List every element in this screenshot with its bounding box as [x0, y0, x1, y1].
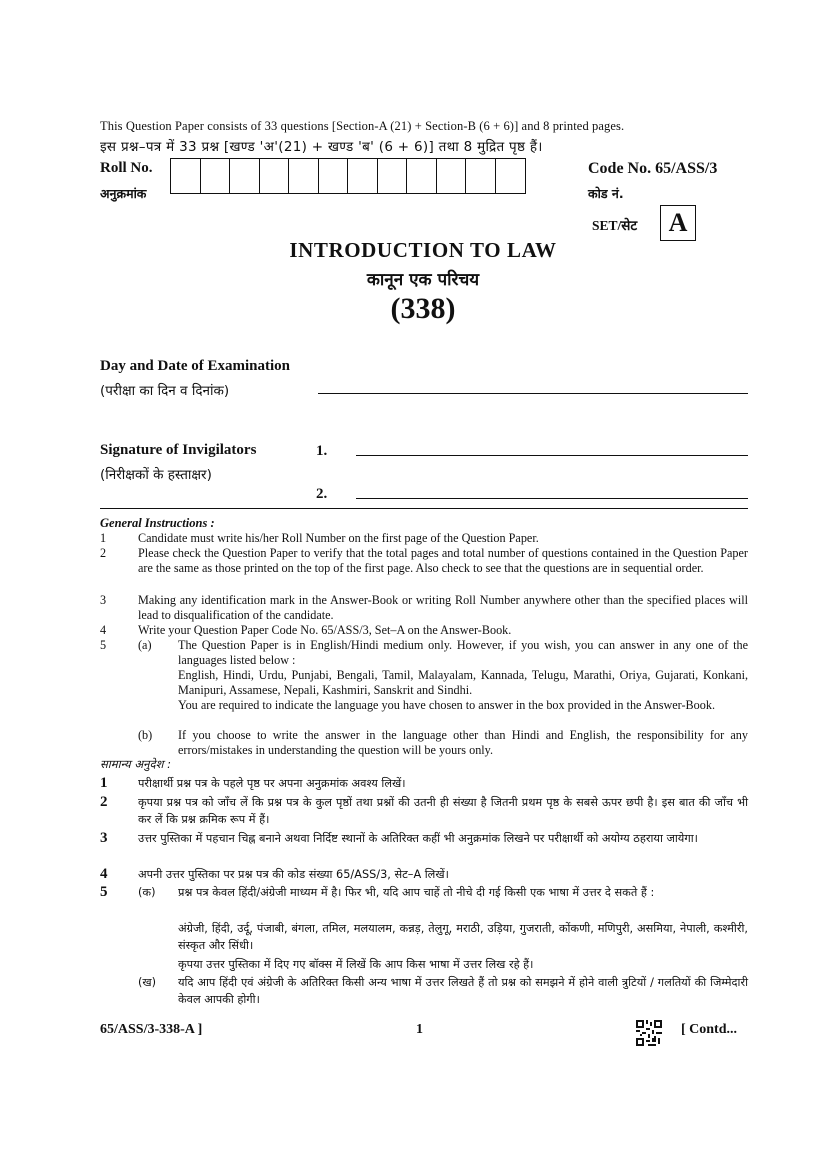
instruction-item [100, 866, 748, 883]
roll-digit-box[interactable] [260, 159, 290, 193]
instruction-item [100, 794, 748, 828]
instruction-item [100, 775, 748, 792]
instruction-item [100, 623, 748, 638]
instruction-item [178, 698, 748, 713]
instruction-number: 5 [100, 638, 107, 652]
instruction-text: उत्तर पुस्तिका में पहचान चिह्न बनाने अथवा निर्दिष्ट स्थानों के अतिरिक्त कहीं भी अनुक्रमांक लिखने पर परीक्षार्थी को अयोग्य ठहराया जायेगा। [138, 832, 698, 845]
page-number: 1 [416, 1022, 423, 1037]
invigilator-1-number: 1. [316, 443, 328, 459]
instruction-text: Making any identification mark in the Answer-Book or writing Roll Number anywhere other than the specified places will lead to disqualification of the candidate. [138, 593, 748, 622]
roll-digit-box[interactable] [466, 159, 496, 193]
instruction-text: English, Hindi, Urdu, Punjabi, Bengali, Tamil, Malayalam, Kannada, Telugu, Marathi, Oriya, Gujarati, Konkani, Manipuri, Assamese, Nepali, Kashmiri, Sanskrit and Sindhi. [178, 668, 748, 697]
invigilator-1-line[interactable] [356, 455, 748, 456]
instruction-number: 3 [100, 593, 107, 607]
roll-digit-box[interactable] [496, 159, 526, 193]
general-instructions-list [100, 516, 748, 756]
continued-label: [ Contd... [681, 1022, 738, 1037]
instruction-number: 2 [100, 794, 108, 810]
instruction-item [178, 956, 748, 973]
instruction-item [178, 668, 748, 698]
invigilator-2-number: 2. [316, 486, 328, 502]
instruction-subpoint: (b) [138, 728, 153, 742]
instruction-item [100, 830, 748, 847]
instruction-text: कृपया प्रश्न पत्र को जाँच लें कि प्रश्न पत्र के कुल पृष्ठों तथा प्रश्नों की उतनी ही संख्या है जितनी प्रथम पृष्ठ के सबसे ऊपर छपी है। इस बात की जाँच भी कर लें कि प्रश्न क्रमिक रूप में हैं। [138, 796, 748, 826]
instruction-text: कृपया उत्तर पुस्तिका में दिए गए बॉक्स में लिखें कि आप किस भाषा में उत्तर लिख रहे हैं। [178, 958, 534, 971]
instruction-item [138, 974, 748, 1008]
instruction-number: 4 [100, 623, 107, 637]
set-label: SET/सेट [592, 218, 638, 233]
roll-digit-box[interactable] [407, 159, 437, 193]
instruction-number: 3 [100, 830, 108, 846]
roll-number-boxes[interactable] [170, 158, 526, 194]
subject-title: INTRODUCTION TO LAW [289, 238, 557, 262]
day-date-label: Day and Date of Examination [100, 358, 291, 374]
instruction-text: प्रश्न पत्र केवल हिंदी/अंग्रेजी माध्यम में है। फिर भी, यदि आप चाहें तो नीचे दी गई किसी एक भाषा में उत्तर दे सकते हैं : [178, 886, 655, 899]
instruction-text: अंग्रेजी, हिंदी, उर्दू, पंजाबी, बंगला, तमिल, मलयालम, कन्नड़, तेलुगू, मराठी, उड़िया, गुजराती, कोंकणी, मणिपुरी, असमिया, नेपाली, कश्मीरी, संस्कृत और सिंधी। [178, 922, 748, 952]
invigilator-2-line[interactable] [356, 498, 748, 499]
instruction-subpoint: (ख) [138, 976, 157, 989]
instruction-subpoint: (क) [138, 886, 156, 899]
instruction-item [100, 593, 748, 623]
general-instructions-heading: General Instructions : [100, 516, 215, 530]
instruction-text: The Question Paper is in English/Hindi medium only. However, if you wish, you can answer in any one of the languages listed below : [178, 638, 748, 667]
instruction-text: Write your Question Paper Code No. 65/ASS/3, Set–A on the Answer-Book. [138, 623, 512, 637]
roll-digit-box[interactable] [378, 159, 408, 193]
roll-digit-box[interactable] [289, 159, 319, 193]
code-number-hindi: कोड नं. [588, 186, 624, 201]
roll-digit-box[interactable] [201, 159, 231, 193]
instruction-text: Candidate must write his/her Roll Number on the first page of the Question Paper. [138, 531, 539, 545]
roll-no-label: Roll No. [100, 160, 153, 176]
instruction-subpoint: (a) [138, 638, 152, 652]
instruction-item [138, 728, 748, 758]
paper-info-hindi: इस प्रश्न–पत्र में 33 प्रश्न [खण्ड 'अ'(21) + खण्ड 'ब' (6 + 6)] तथा 8 मुद्रित पृष्ठ हैं। [100, 139, 543, 155]
roll-digit-box[interactable] [230, 159, 260, 193]
subject-title-hindi: कानून एक परिचय [366, 270, 480, 290]
qr-code-icon [636, 1020, 662, 1046]
instruction-number: 4 [100, 866, 108, 882]
instruction-text: परीक्षार्थी प्रश्न पत्र के पहले पृष्ठ पर अपना अनुक्रमांक अवश्य लिखें। [138, 777, 406, 790]
roll-digit-box[interactable] [171, 159, 201, 193]
roll-no-label-hindi: अनुक्रमांक [100, 186, 147, 201]
code-number: Code No. 65/ASS/3 [588, 160, 718, 177]
footer-paper-code: 65/ASS/3-338-A ] [100, 1022, 203, 1037]
instruction-text: Please check the Question Paper to verify that the total pages and total number of questions contained in the Question Paper are the same as those printed on the top of the first page. Also check to see that the questions are in sequential order. [138, 546, 748, 575]
roll-digit-box[interactable] [437, 159, 467, 193]
instruction-item [100, 884, 748, 901]
instruction-number: 2 [100, 546, 107, 560]
instruction-item [178, 920, 748, 954]
instruction-item [100, 546, 748, 576]
instruction-number: 1 [100, 531, 107, 545]
instruction-text: If you choose to write the answer in the language other than Hindi and English, the responsibility for any errors/mistakes in understanding the question will be yours only. [178, 728, 748, 757]
section-divider [100, 508, 748, 509]
instruction-text: अपनी उत्तर पुस्तिका पर प्रश्न पत्र की कोड संख्या 65/ASS/3, सेट–A लिखें। [138, 868, 449, 881]
day-date-label-hindi: (परीक्षा का दिन व दिनांक) [100, 383, 230, 399]
set-value-box: A [660, 205, 696, 241]
roll-digit-box[interactable] [348, 159, 378, 193]
hindi-instructions-list [100, 757, 748, 1017]
instruction-item [100, 531, 748, 546]
roll-digit-box[interactable] [319, 159, 349, 193]
instruction-item [100, 638, 748, 668]
invigilators-label-hindi: (निरीक्षकों के हस्ताक्षर) [100, 467, 212, 483]
instruction-number: 1 [100, 775, 108, 791]
instruction-number: 5 [100, 884, 108, 900]
subject-code: (338) [390, 292, 456, 325]
instruction-text: यदि आप हिंदी एवं अंग्रेजी के अतिरिक्त किसी अन्य भाषा में उत्तर लिखते हैं तो प्रश्न को समझने में होने वाली त्रुटियों / गलतियों की जिम्मेदारी केवल आपकी होगी। [178, 976, 748, 1006]
hindi-instructions-heading: सामान्य अनुदेश : [100, 757, 171, 771]
instruction-text: You are required to indicate the language you have chosen to answer in the box provided in the Answer-Book. [178, 698, 715, 712]
day-date-line[interactable] [318, 393, 748, 394]
paper-info-english: This Question Paper consists of 33 questions [Section-A (21) + Section-B (6 + 6)] and 8 printed pages. [100, 119, 625, 133]
invigilators-label: Signature of Invigilators [100, 442, 257, 458]
